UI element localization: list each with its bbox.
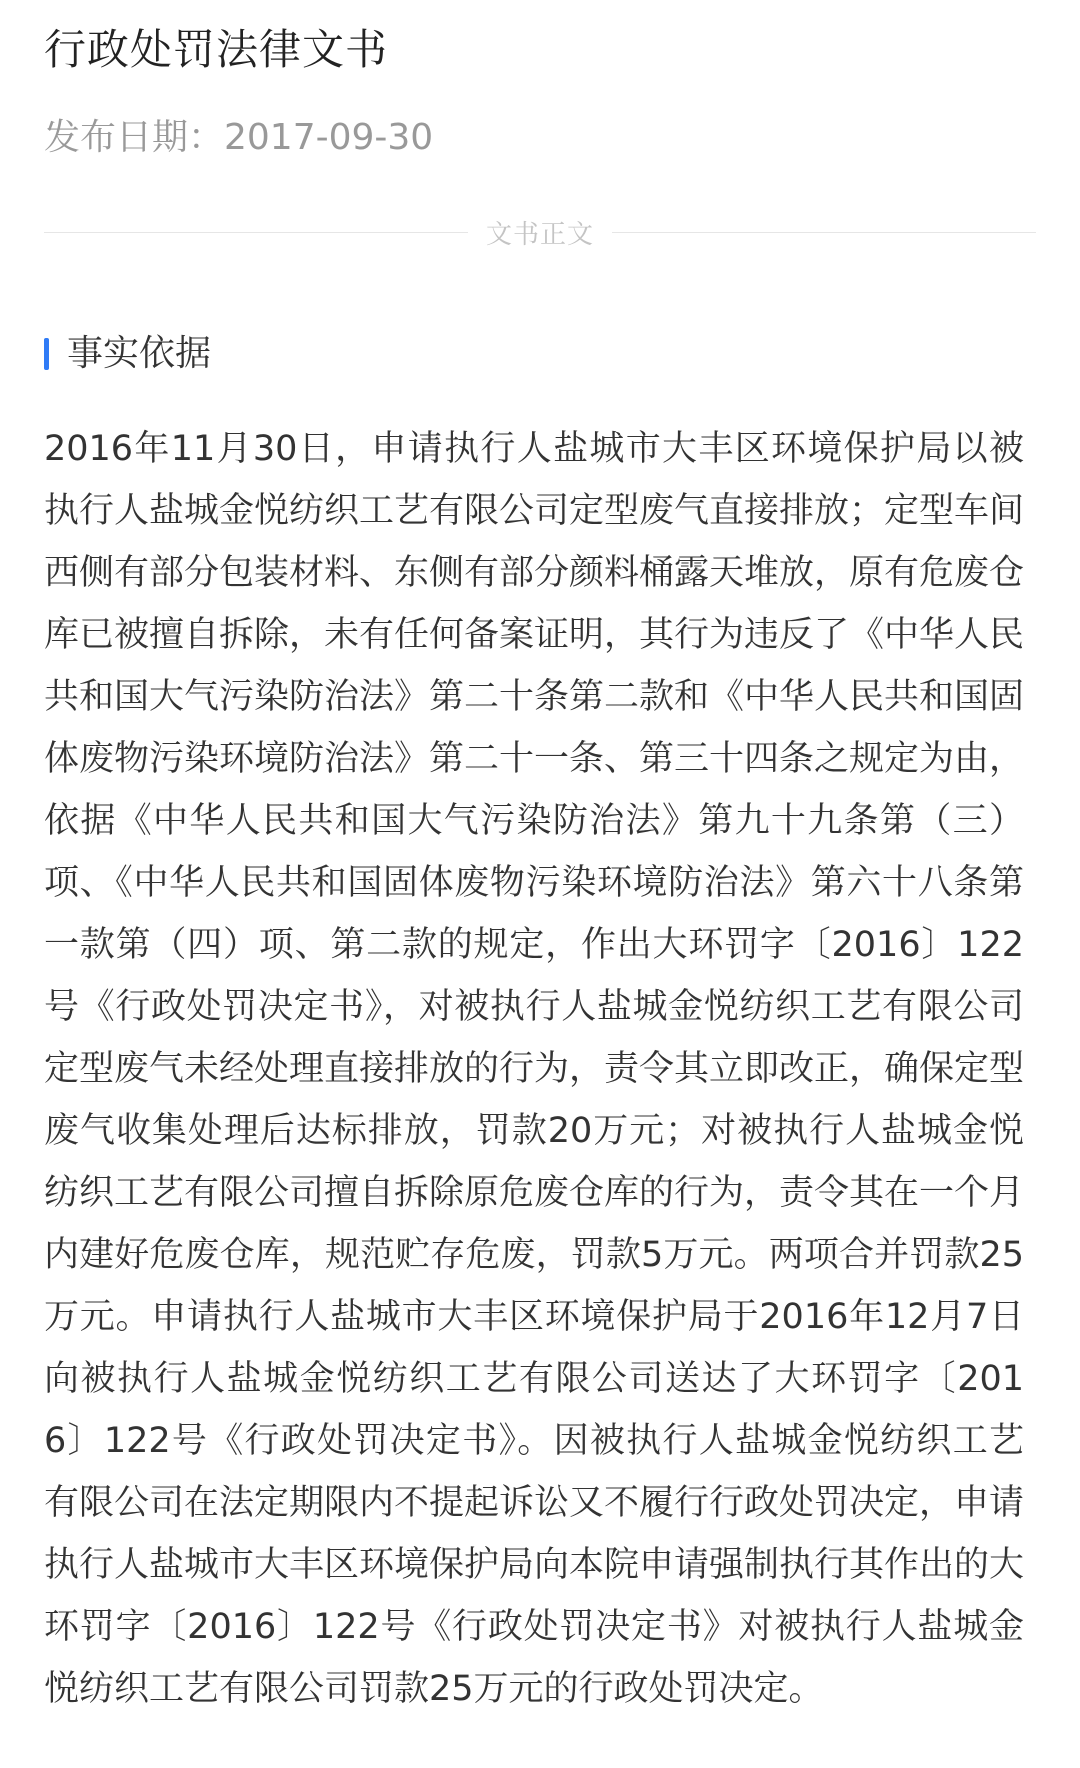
- section-body-text: 2016年11月30日，申请执行人盐城市大丰区环境保护局以被执行人盐城金悦纺织工艺有限公司定型废气直接排放；定型车间西侧有部分包装材料、东侧有部分颜料桶露天堆放，原有危废仓库已被擅自拆除，未有任何备案证明，其行为违反了《中华人民共和国大气污染防治法》第二十条第二款和《中华人民共和国固体废物污染环境防治法》第二十一条、第三十四条之规定为由，依据《中华人民共和国大气污染防治法》第九十九条第（三）项、《中华人民共和国固体废物污染环境防治法》第六十八条第一款第（四）项、第二款的规定，作出大环罚字〔2016〕122号《行政处罚决定书》，对被执行人盐城金悦纺织工艺有限公司定型废气未经处理直接排放的行为，责令其立即改正，确保定型废气收集处理后达标排放，罚款20万元；对被执行人盐城金悦纺织工艺有限公司擅自拆除原危废仓库的行为，责令其在一个月内建好危废仓库，规范贮存危废，罚款5万元。两项合并罚款25万元。申请执行人盐城市大丰区环境保护局于2016年12月7日向被执行人盐城金悦纺织工艺有限公司送达了大环罚字〔2016〕122号《行政处罚决定书》。因被执行人盐城金悦纺织工艺有限公司在法定期限内不提起诉讼又不履行行政处罚决定，申请执行人盐城市大丰区环境保护局向本院申请强制执行其作出的大环罚字〔2016〕122号《行政处罚决定书》对被执行人盐城金悦纺织工艺有限公司罚款25万元的行政处罚决定。: [44, 429, 1025, 1709]
- section-title: 事实依据: [67, 333, 212, 374]
- section-accent-bar: [44, 338, 49, 370]
- body-divider: [44, 210, 1036, 254]
- divider-line-right: [612, 232, 1036, 233]
- document-title: 行政处罚法律文书: [44, 25, 389, 74]
- section-header: [44, 330, 211, 378]
- divider-label: 文书正文: [486, 219, 595, 250]
- publish-date: 发布日期：2017-09-30: [44, 117, 434, 158]
- divider-line-left: [44, 232, 468, 233]
